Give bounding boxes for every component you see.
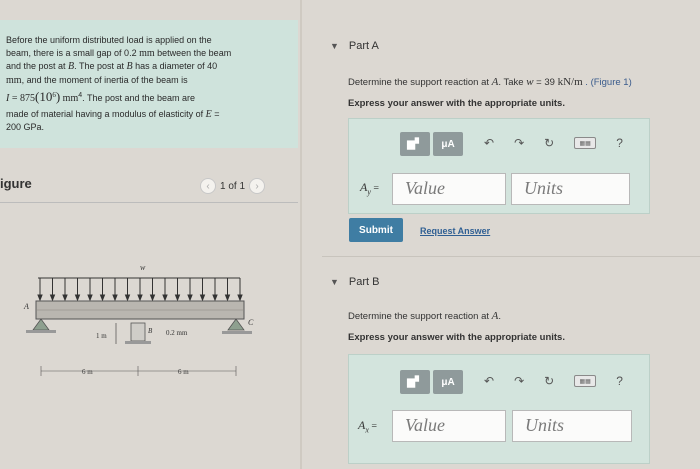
post-b: [131, 323, 145, 341]
part-a-value-input[interactable]: Value: [392, 173, 506, 205]
figure-title: igure: [0, 176, 32, 191]
part-a-var-label: $A_y$ =: [360, 180, 380, 197]
problem-line-4: mm, and the moment of inertia of the beam is: [6, 74, 188, 86]
part-b-var-label: $A_x$ =: [358, 418, 378, 435]
load-arrow-head: [138, 295, 142, 300]
load-arrow-head: [126, 295, 130, 300]
load-arrow-head: [226, 295, 230, 300]
problem-line-1: Before the uniform distributed load is applied on the: [6, 35, 212, 45]
template-icon[interactable]: ▆▘: [400, 370, 430, 394]
gap-label: 0.2 mm: [166, 329, 188, 337]
load-arrow-head: [151, 295, 155, 300]
part-a-toolbar-icons: [484, 136, 623, 150]
load-arrow-head: [38, 295, 42, 300]
load-arrow-head: [113, 295, 117, 300]
part-b-answer-panel: [348, 354, 650, 464]
beam-figure: [8, 258, 278, 388]
caret-down-icon: ▼: [330, 41, 339, 51]
load-arrow-head: [88, 295, 92, 300]
submit-button[interactable]: Submit: [349, 218, 403, 242]
part-b-value-input[interactable]: Value: [392, 410, 506, 442]
part-a-prompt: Determine the support reaction at A. Take w = 39 kN/m . (Figure 1): [348, 76, 632, 88]
undo-icon[interactable]: ↶: [484, 136, 495, 150]
reset-icon[interactable]: ↻: [544, 136, 555, 150]
load-arrow-head: [238, 295, 242, 300]
part-a-title: Part A: [348, 40, 379, 52]
load-arrow-head: [63, 295, 67, 300]
load-arrow-head: [201, 295, 205, 300]
part-b-title: Part B: [348, 276, 380, 288]
pager-text: 1 of 1: [220, 180, 246, 192]
help-icon[interactable]: ?: [616, 136, 623, 150]
figure-pager: [200, 178, 265, 194]
keyboard-icon[interactable]: ▦▦: [574, 137, 596, 149]
chevron-left-icon[interactable]: ‹: [200, 178, 216, 194]
part-a-header[interactable]: [330, 40, 379, 52]
help-icon[interactable]: ?: [616, 374, 623, 388]
load-arrows: [38, 278, 242, 300]
load-arrow-head: [76, 295, 80, 300]
support-a-pin: [33, 319, 49, 330]
span-left-label: 6 m: [82, 368, 93, 376]
load-arrow-head: [163, 295, 167, 300]
post-b-ground: [125, 341, 151, 344]
load-arrow-head: [188, 295, 192, 300]
figure-divider: [0, 202, 298, 203]
part-b-prompt: Determine the support reaction at A.: [348, 310, 502, 322]
post-length-label: 1 m: [96, 332, 107, 340]
keyboard-icon[interactable]: ▦▦: [574, 375, 596, 387]
support-c-roller: [228, 319, 244, 330]
part-b-header[interactable]: [330, 276, 380, 288]
part-a-express: Express your answer with the appropriate units.: [348, 98, 565, 109]
load-arrow-head: [51, 295, 55, 300]
request-answer-link[interactable]: Request Answer: [420, 226, 491, 236]
redo-icon[interactable]: ↷: [514, 374, 525, 388]
part-b-toolbar: [400, 370, 463, 394]
support-a-label: A: [24, 302, 29, 311]
caret-down-icon: ▼: [330, 277, 339, 287]
span-right-label: 6 m: [178, 368, 189, 376]
problem-line-3: and the post at B. The post at B has a diameter of 40: [6, 61, 218, 72]
load-arrow-head: [176, 295, 180, 300]
support-a-ground: [26, 330, 56, 333]
load-label: w: [140, 263, 146, 272]
problem-line-5: $I = 875(10^6)$ $mm^4$. The post and the beam are: [6, 89, 196, 104]
reset-icon[interactable]: ↻: [544, 374, 555, 388]
part-separator: [322, 256, 700, 257]
support-c-ground: [222, 331, 252, 334]
redo-icon[interactable]: ↷: [514, 136, 525, 150]
part-a-units-input[interactable]: Units: [511, 173, 630, 205]
problem-line-6: made of material having a modulus of elasticity of E =: [6, 108, 220, 120]
problem-line-2: beam, there is a small gap of 0.2 mm between the beam: [6, 47, 232, 59]
support-b-label: B: [148, 327, 153, 335]
part-b-units-input[interactable]: Units: [512, 410, 632, 442]
problem-line-7: 200 GPa.: [6, 122, 45, 132]
part-b-express: Express your answer with the appropriate units.: [348, 332, 565, 343]
figure-1-link[interactable]: . (Figure 1): [582, 77, 632, 88]
units-mu-button[interactable]: μA: [433, 132, 463, 156]
part-a-toolbar: [400, 132, 463, 156]
chevron-right-icon[interactable]: ›: [249, 178, 265, 194]
support-c-label: C: [248, 318, 254, 327]
part-b-toolbar-icons: [484, 374, 623, 388]
units-mu-button[interactable]: μA: [433, 370, 463, 394]
column-divider: [300, 0, 302, 469]
undo-icon[interactable]: ↶: [484, 374, 495, 388]
load-arrow-head: [101, 295, 105, 300]
problem-statement: [0, 20, 298, 148]
template-icon[interactable]: ▆▘: [400, 132, 430, 156]
load-arrow-head: [213, 295, 217, 300]
